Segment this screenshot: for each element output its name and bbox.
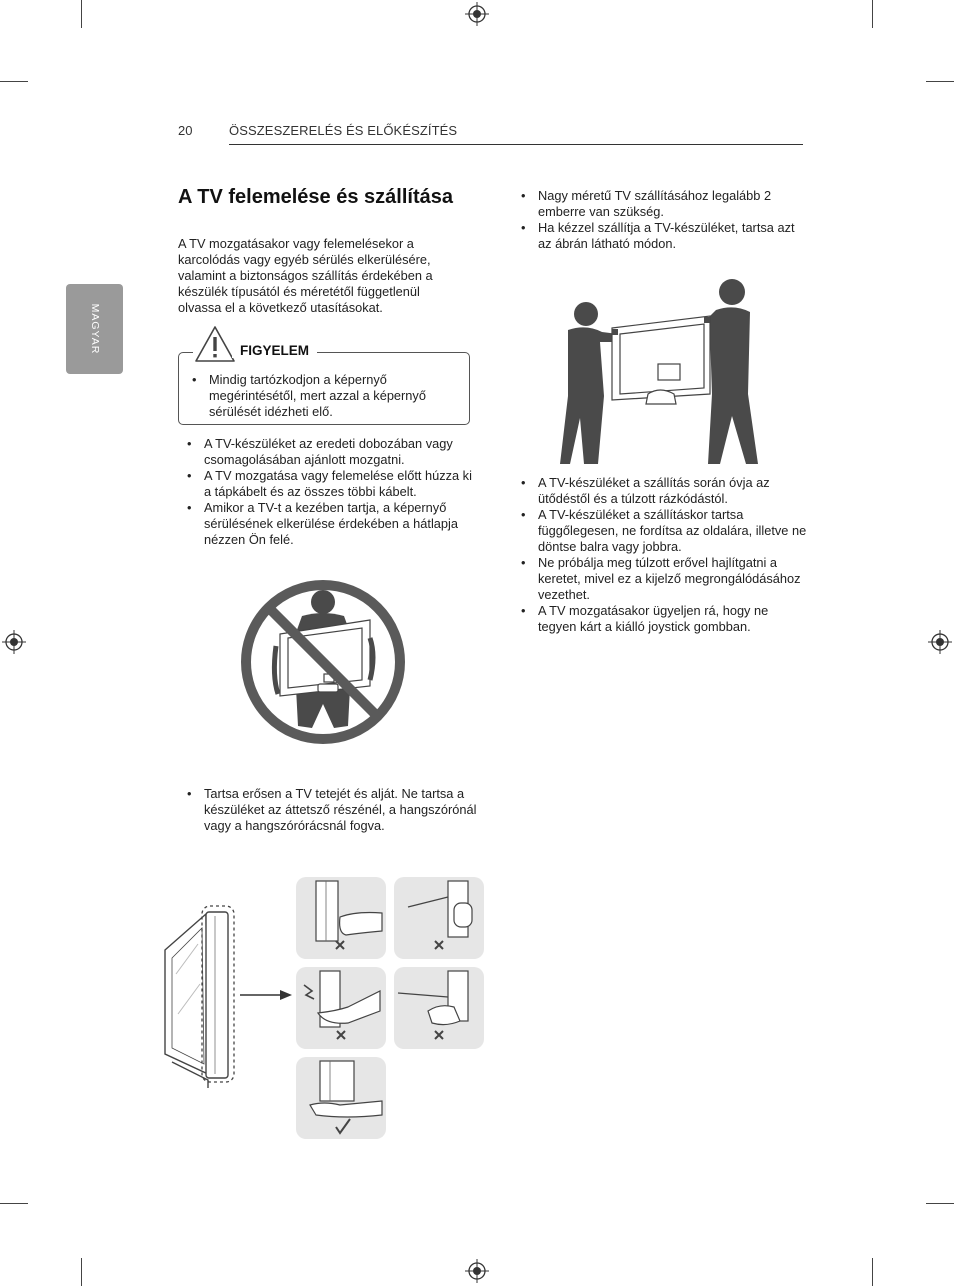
grip-tile-correct: [296, 1057, 386, 1139]
language-tab-label: MAGYAR: [88, 303, 101, 355]
trim-mark: [926, 81, 954, 82]
right-bullet-list-2: [512, 475, 807, 635]
registration-mark-icon: [465, 1259, 489, 1283]
trim-mark: [81, 0, 82, 28]
wrong-grip-icon: [296, 967, 386, 1049]
warning-label: FIGYELEM: [232, 343, 317, 358]
list-item: • Ne próbálja meg túlzott erővel hajlítgatni a keretet, mivel ez a kijelző megrongálódásához vezethet.: [512, 555, 807, 603]
trim-mark: [0, 81, 28, 82]
registration-mark-icon: [2, 630, 26, 654]
trim-mark: [81, 1258, 82, 1286]
grip-tile-wrong-4: [394, 967, 484, 1049]
warning-triangle-icon: [193, 324, 237, 364]
list-item: • A TV-készüléket a szállításkor tartsa függőlegesen, ne fordítsa az oldalára, illetve ne döntse balra vagy jobbra.: [512, 507, 807, 555]
warning-item: • Mindig tartózkodjon a képernyő megérintésétől, mert azzal a képernyő sérülését idézheti elő.: [183, 372, 448, 420]
list-item: • A TV mozgatása vagy felemelése előtt húzza ki a tápkábelt és az összes többi kábelt.: [178, 468, 478, 500]
correct-grip-icon: [296, 1057, 386, 1139]
list-item: • Tartsa erősen a TV tetejét és alját. Ne tartsa a készüléket az áttetsző részénél, a hangszórónál vagy a hangszórórácsnál fogva.: [178, 786, 478, 834]
list-item: • A TV-készüléket az eredeti dobozában vagy csomagolásában ajánlott mozgatni.: [178, 436, 478, 468]
registration-mark-icon: [465, 2, 489, 26]
trim-mark: [926, 1203, 954, 1204]
trim-mark: [872, 1258, 873, 1286]
list-item: • Amikor a TV-t a kezében tartja, a képernyő sérülésének elkerülése érdekében a hátlapja nézzen Ön felé.: [178, 500, 478, 548]
wrong-grip-icon: [394, 877, 484, 959]
grip-tile-wrong-1: [296, 877, 386, 959]
grip-tile-wrong-3: [296, 967, 386, 1049]
wrong-grip-icon: [394, 967, 484, 1049]
warning-list: [183, 372, 448, 420]
registration-mark-icon: [928, 630, 952, 654]
tv-edge-illustration: [160, 904, 300, 1088]
trim-mark: [872, 0, 873, 28]
left-bullet-list-2: [178, 786, 478, 834]
list-item: • Ha kézzel szállítja a TV-készüléket, tartsa azt az ábrán látható módon.: [512, 220, 807, 252]
grip-tile-wrong-2: [394, 877, 484, 959]
page-title: A TV felemelése és szállítása: [178, 186, 453, 208]
intro-paragraph: A TV mozgatásakor vagy felemelésekor a karcolódás vagy egyéb sérülés elkerülésére, valamint a biztonságos szállítás érdekében a készülék típusától és méretétől függetlenül olvassa el a következő utasításokat.: [178, 236, 433, 315]
language-tab: [66, 284, 123, 374]
list-item: • A TV mozgatásakor ügyeljen rá, hogy ne tegyen kárt a kiálló joystick gombban.: [512, 603, 807, 635]
page-number: 20: [178, 123, 193, 138]
two-person-carry-illustration: [560, 276, 760, 466]
section-title: ÖSSZESZERELÉS ÉS ELŐKÉSZÍTÉS: [229, 123, 458, 138]
list-item: • A TV-készüléket a szállítás során óvja az ütődéstől és a túlzott rázkódástól.: [512, 475, 807, 507]
list-item: • Nagy méretű TV szállításához legalább 2 emberre van szükség.: [512, 188, 807, 220]
wrong-grip-icon: [296, 877, 386, 959]
header-divider: [229, 144, 803, 145]
trim-mark: [0, 1203, 28, 1204]
right-bullet-list-1: [512, 188, 807, 252]
left-bullet-list-1: [178, 436, 478, 548]
prohibited-carry-illustration: [236, 576, 410, 748]
